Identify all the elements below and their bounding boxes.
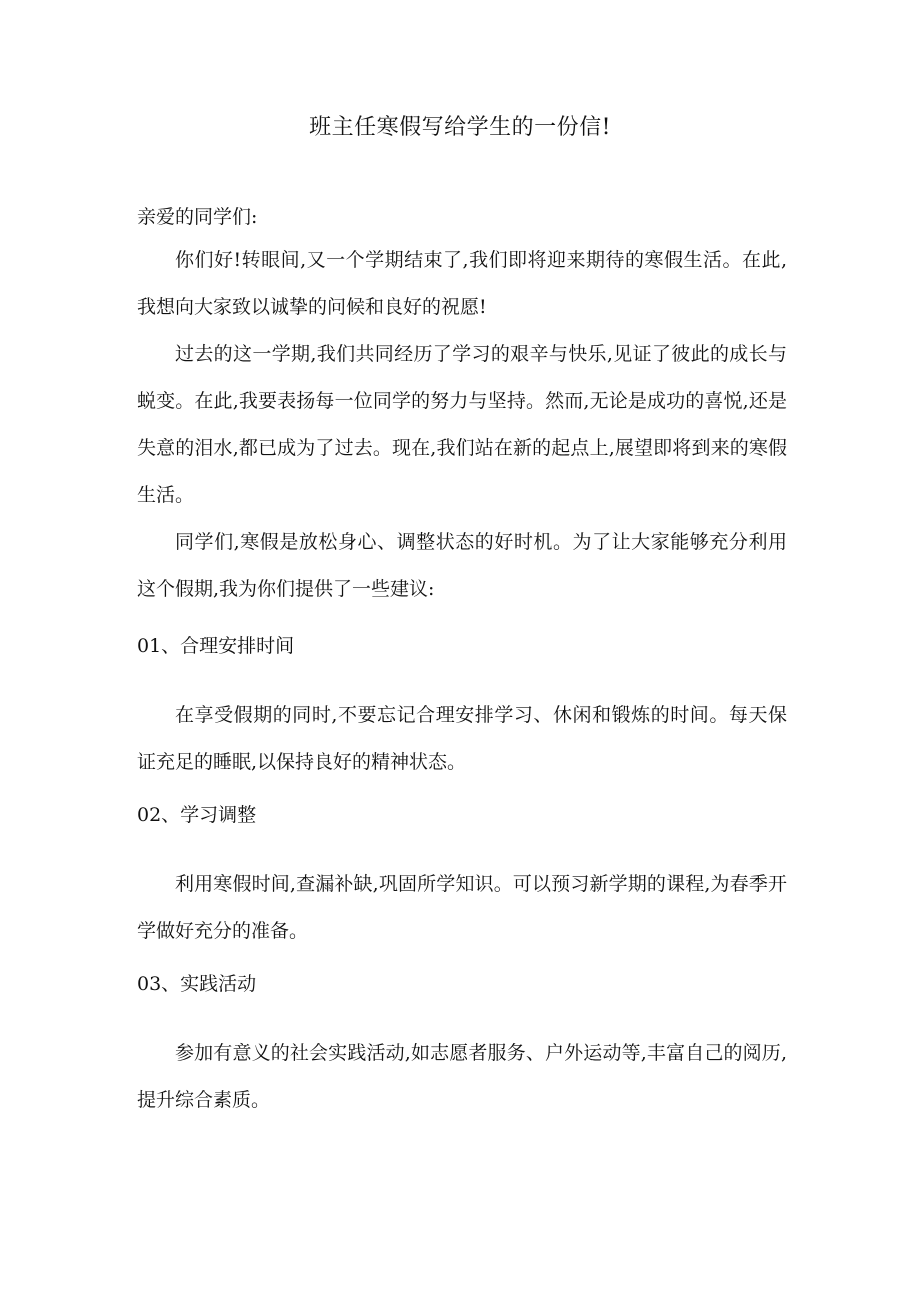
paragraph-suggestions-intro: 同学们,寒假是放松身心、调整状态的好时机。为了让大家能够充分利用这个假期,我为你们提供了一些建议:: [137, 531, 787, 600]
section-heading-study: 02、学习调整: [137, 804, 257, 826]
section-body-practice: 参加有意义的社会实践活动,如志愿者服务、户外运动等,丰富自己的阅历,提升综合素质。: [137, 1042, 787, 1111]
section-heading-time: 01、合理安排时间: [137, 635, 295, 657]
section-body-time: 在享受假期的同时,不要忘记合理安排学习、休闲和锻炼的时间。每天保证充足的睡眠,以保持良好的精神状态。: [137, 704, 787, 773]
paragraph-opening: 你们好!转眼间,又一个学期结束了,我们即将迎来期待的寒假生活。在此,我想向大家致以诚挚的问候和良好的祝愿!: [137, 249, 787, 318]
greeting: 亲爱的同学们:: [137, 206, 258, 228]
section-body-study: 利用寒假时间,查漏补缺,巩固所学知识。可以预习新学期的课程,为春季开学做好充分的准备。: [137, 873, 787, 942]
section-heading-practice: 03、实践活动: [137, 973, 257, 995]
paragraph-review: 过去的这一学期,我们共同经历了学习的艰辛与快乐,见证了彼此的成长与蜕变。在此,我要表扬每一位同学的努力与坚持。然而,无论是成功的喜悦,还是失意的泪水,都已成为了过去。现在,我们站在新的起点上,展望即将到来的寒假生活。: [137, 343, 787, 506]
page-title: 班主任寒假写给学生的一份信!: [309, 115, 611, 140]
